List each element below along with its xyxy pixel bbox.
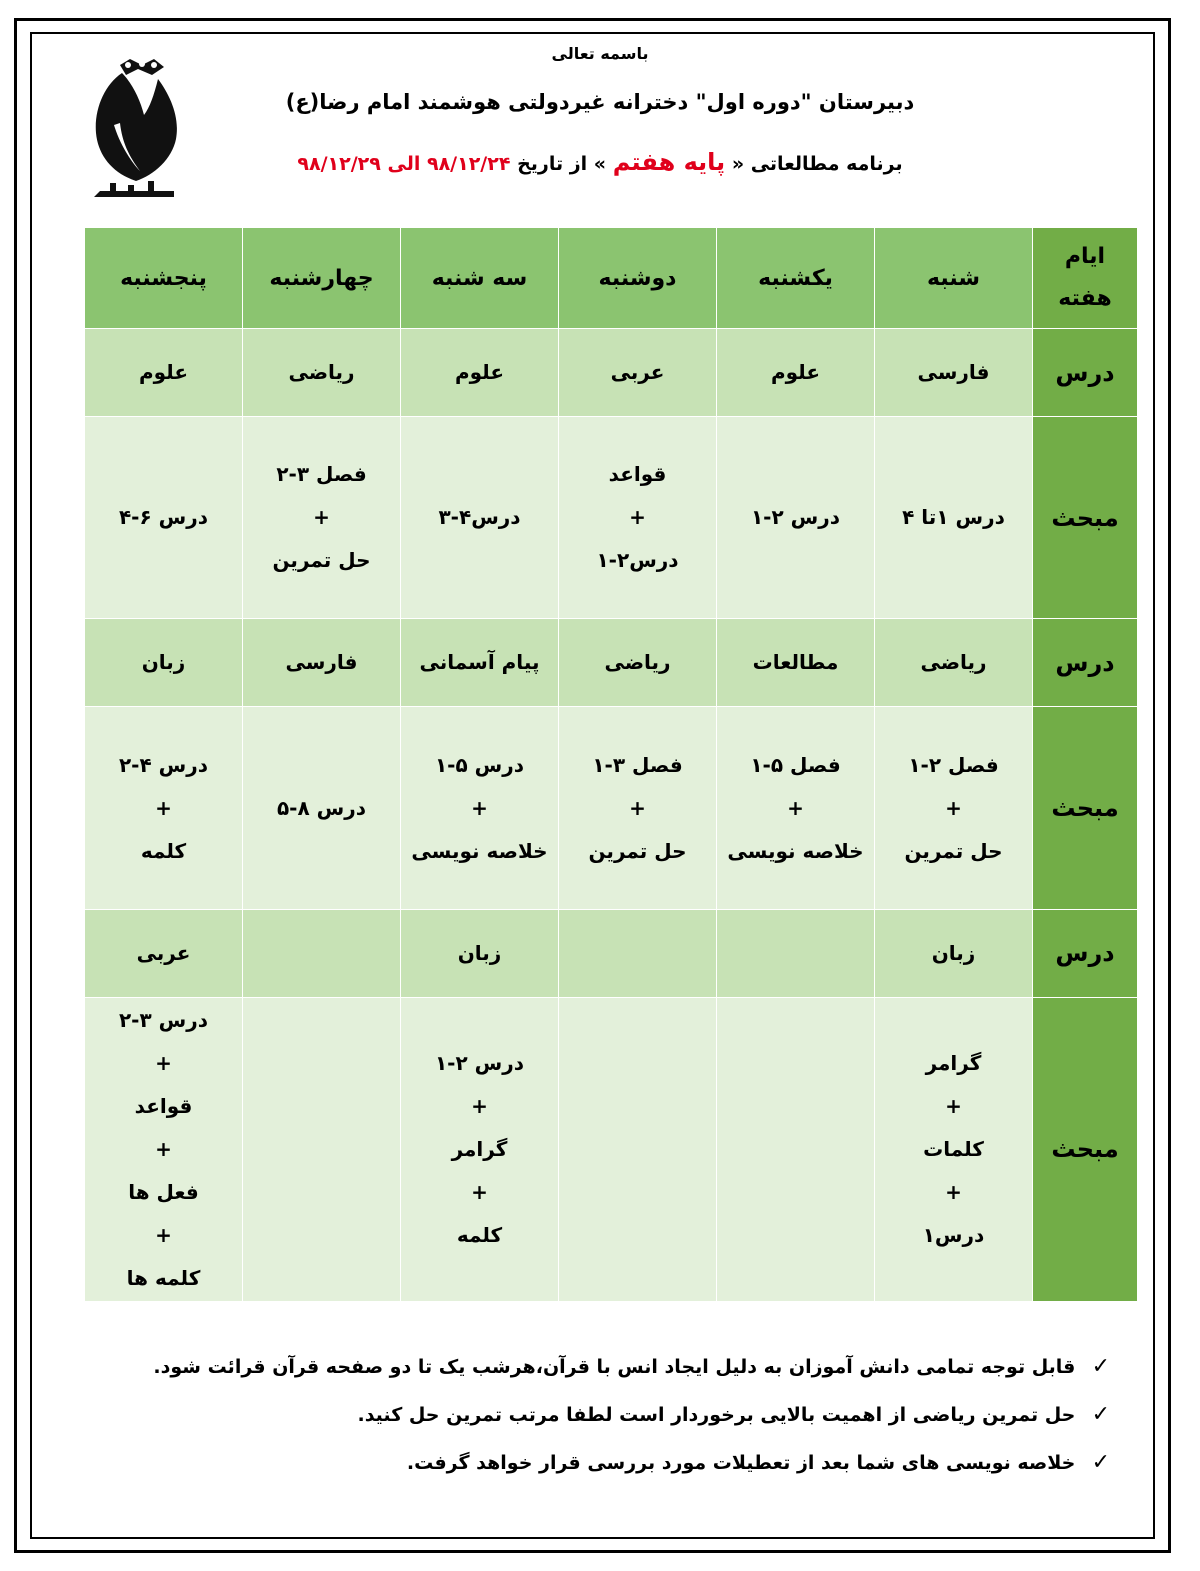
day-header: پنجشنبه bbox=[85, 228, 243, 329]
subject-cell: علوم bbox=[717, 329, 875, 417]
topic-line: خلاصه نویسی bbox=[411, 838, 548, 863]
row-label-topic: مبحث bbox=[1033, 417, 1138, 619]
note-item bbox=[100, 1391, 1110, 1439]
subject-cell: پیام آسمانی bbox=[401, 619, 559, 707]
note-text: خلاصه نویسی های شما بعد از تعطیلات مورد بررسی قرار خواهد گرفت. bbox=[406, 1452, 1076, 1474]
topic-cell bbox=[243, 707, 401, 909]
corner-line-1: ایام bbox=[1064, 244, 1106, 270]
date-to: ۹۸/۱۲/۲۹ bbox=[297, 153, 381, 175]
grade-label: پایه هفتم bbox=[612, 148, 726, 176]
topic-line: + bbox=[945, 1093, 962, 1118]
topic-line: فصل ۵-۱ bbox=[750, 752, 841, 777]
school-name: دبیرستان "دوره اول" دخترانه غیردولتی هوشمند امام رضا(ع) bbox=[285, 90, 915, 114]
subject-cell: ریاضی bbox=[243, 329, 401, 417]
topic-line: + bbox=[471, 1179, 488, 1204]
topic-line: + bbox=[155, 1222, 172, 1247]
topic-line: درس ۵-۱ bbox=[434, 752, 525, 777]
topic-row bbox=[85, 417, 1138, 619]
topic-line: + bbox=[471, 1093, 488, 1118]
row-label-subject: درس bbox=[1033, 909, 1138, 997]
note-item bbox=[100, 1439, 1110, 1487]
topic-line: + bbox=[787, 795, 804, 820]
day-header: یکشنبه bbox=[717, 228, 875, 329]
topic-cell bbox=[85, 707, 243, 909]
topic-row bbox=[85, 707, 1138, 909]
subject-cell bbox=[717, 909, 875, 997]
topic-line: قواعد bbox=[608, 462, 667, 487]
notes-list bbox=[100, 1343, 1110, 1487]
subject-cell: ریاضی bbox=[559, 619, 717, 707]
topic-cell bbox=[875, 707, 1033, 909]
topic-line: گرامر bbox=[451, 1136, 508, 1161]
topic-line: درس ۶-۴ bbox=[118, 505, 209, 530]
subject-cell: عربی bbox=[85, 909, 243, 997]
day-header: چهارشنبه bbox=[243, 228, 401, 329]
program-mid: » از تاریخ bbox=[517, 153, 607, 175]
topic-cell bbox=[243, 997, 401, 1301]
date-from: ۹۸/۱۲/۲۴ bbox=[426, 153, 511, 175]
topic-line: + bbox=[155, 1136, 172, 1161]
corner-line-2: هفته bbox=[1058, 286, 1112, 312]
topic-cell bbox=[717, 997, 875, 1301]
subject-cell: مطالعات bbox=[717, 619, 875, 707]
subject-cell: علوم bbox=[85, 329, 243, 417]
topic-line: فصل ۳-۱ bbox=[592, 752, 683, 777]
topic-line: کلمه bbox=[456, 1222, 503, 1247]
subject-cell: زبان bbox=[85, 619, 243, 707]
topic-cell bbox=[559, 997, 717, 1301]
weekly-schedule-table bbox=[84, 227, 1138, 1302]
topic-line: فصل ۳-۲ bbox=[276, 462, 367, 487]
subject-cell: زبان bbox=[875, 909, 1033, 997]
topic-cell bbox=[559, 417, 717, 619]
topic-line: حل تمرین bbox=[588, 838, 687, 863]
days-header-row bbox=[85, 228, 1138, 329]
day-header: دوشنبه bbox=[559, 228, 717, 329]
subject-cell: عربی bbox=[559, 329, 717, 417]
topic-line: حل تمرین bbox=[904, 838, 1003, 863]
topic-line: کلمات bbox=[923, 1136, 984, 1161]
row-label-subject: درس bbox=[1033, 619, 1138, 707]
topic-cell bbox=[875, 997, 1033, 1301]
topic-cell bbox=[243, 417, 401, 619]
note-text: حل تمرین ریاضی از اهمیت بالایی برخوردار است لطفا مرتب تمرین حل کنید. bbox=[357, 1404, 1076, 1426]
topic-line: خلاصه نویسی bbox=[727, 838, 864, 863]
topic-line: + bbox=[155, 1050, 172, 1075]
topic-cell bbox=[559, 707, 717, 909]
topic-line: گرامر bbox=[925, 1050, 982, 1075]
topic-line: + bbox=[629, 505, 646, 530]
topic-cell bbox=[85, 997, 243, 1301]
topic-line: + bbox=[629, 795, 646, 820]
topic-line: کلمه bbox=[140, 838, 187, 863]
subject-row bbox=[85, 329, 1138, 417]
note-text: قابل توجه تمامی دانش آموزان به دلیل ایجاد انس با قرآن،هرشب یک تا دو صفحه قرآن قرائت شود. bbox=[153, 1356, 1076, 1378]
date-sep: الی bbox=[387, 153, 421, 175]
topic-row bbox=[85, 997, 1138, 1301]
day-header: سه شنبه bbox=[401, 228, 559, 329]
subject-cell bbox=[559, 909, 717, 997]
topic-cell bbox=[401, 707, 559, 909]
subject-row bbox=[85, 619, 1138, 707]
topic-cell bbox=[717, 417, 875, 619]
school-logo-icon bbox=[84, 55, 194, 205]
topic-line: درس۴-۳ bbox=[438, 505, 521, 530]
bismillah: باسمه تعالی bbox=[551, 44, 649, 63]
topic-line: فصل ۲-۱ bbox=[908, 752, 999, 777]
check-icon: ✓ bbox=[1091, 1402, 1110, 1427]
subject-cell: فارسی bbox=[243, 619, 401, 707]
topic-line: درس ۱تا ۴ bbox=[902, 505, 1005, 530]
topic-line: درس ۲-۱ bbox=[750, 505, 841, 530]
topic-cell bbox=[717, 707, 875, 909]
topic-line: درس ۸-۵ bbox=[276, 795, 367, 820]
check-icon: ✓ bbox=[1091, 1354, 1110, 1379]
subject-row bbox=[85, 909, 1138, 997]
topic-line: درس۲-۱ bbox=[596, 548, 679, 573]
topic-line: + bbox=[945, 1179, 962, 1204]
topic-cell bbox=[401, 997, 559, 1301]
topic-line: فعل ها bbox=[128, 1179, 199, 1204]
subject-cell: فارسی bbox=[875, 329, 1033, 417]
topic-cell bbox=[401, 417, 559, 619]
topic-line: قواعد bbox=[134, 1093, 193, 1118]
topic-line: درس ۲-۱ bbox=[434, 1050, 525, 1075]
topic-line: درس ۴-۲ bbox=[118, 752, 209, 777]
subject-cell: علوم bbox=[401, 329, 559, 417]
topic-cell bbox=[875, 417, 1033, 619]
program-title bbox=[230, 148, 970, 176]
topic-line: درس ۳-۲ bbox=[118, 1007, 209, 1032]
topic-line: درس۱ bbox=[922, 1222, 985, 1247]
schedule-body bbox=[85, 329, 1138, 1302]
day-header: شنبه bbox=[875, 228, 1033, 329]
corner-cell bbox=[1033, 228, 1138, 329]
topic-line: حل تمرین bbox=[272, 548, 371, 573]
topic-line: + bbox=[945, 795, 962, 820]
topic-line: کلمه ها bbox=[126, 1265, 201, 1290]
topic-cell bbox=[85, 417, 243, 619]
row-label-subject: درس bbox=[1033, 329, 1138, 417]
topic-line: + bbox=[313, 505, 330, 530]
note-item bbox=[100, 1343, 1110, 1391]
program-prefix: برنامه مطالعاتی « bbox=[731, 153, 903, 175]
topic-line: + bbox=[155, 795, 172, 820]
row-label-topic: مبحث bbox=[1033, 707, 1138, 909]
subject-cell bbox=[243, 909, 401, 997]
row-label-topic: مبحث bbox=[1033, 997, 1138, 1301]
subject-cell: ریاضی bbox=[875, 619, 1033, 707]
subject-cell: زبان bbox=[401, 909, 559, 997]
topic-line: + bbox=[471, 795, 488, 820]
check-icon: ✓ bbox=[1091, 1450, 1110, 1475]
